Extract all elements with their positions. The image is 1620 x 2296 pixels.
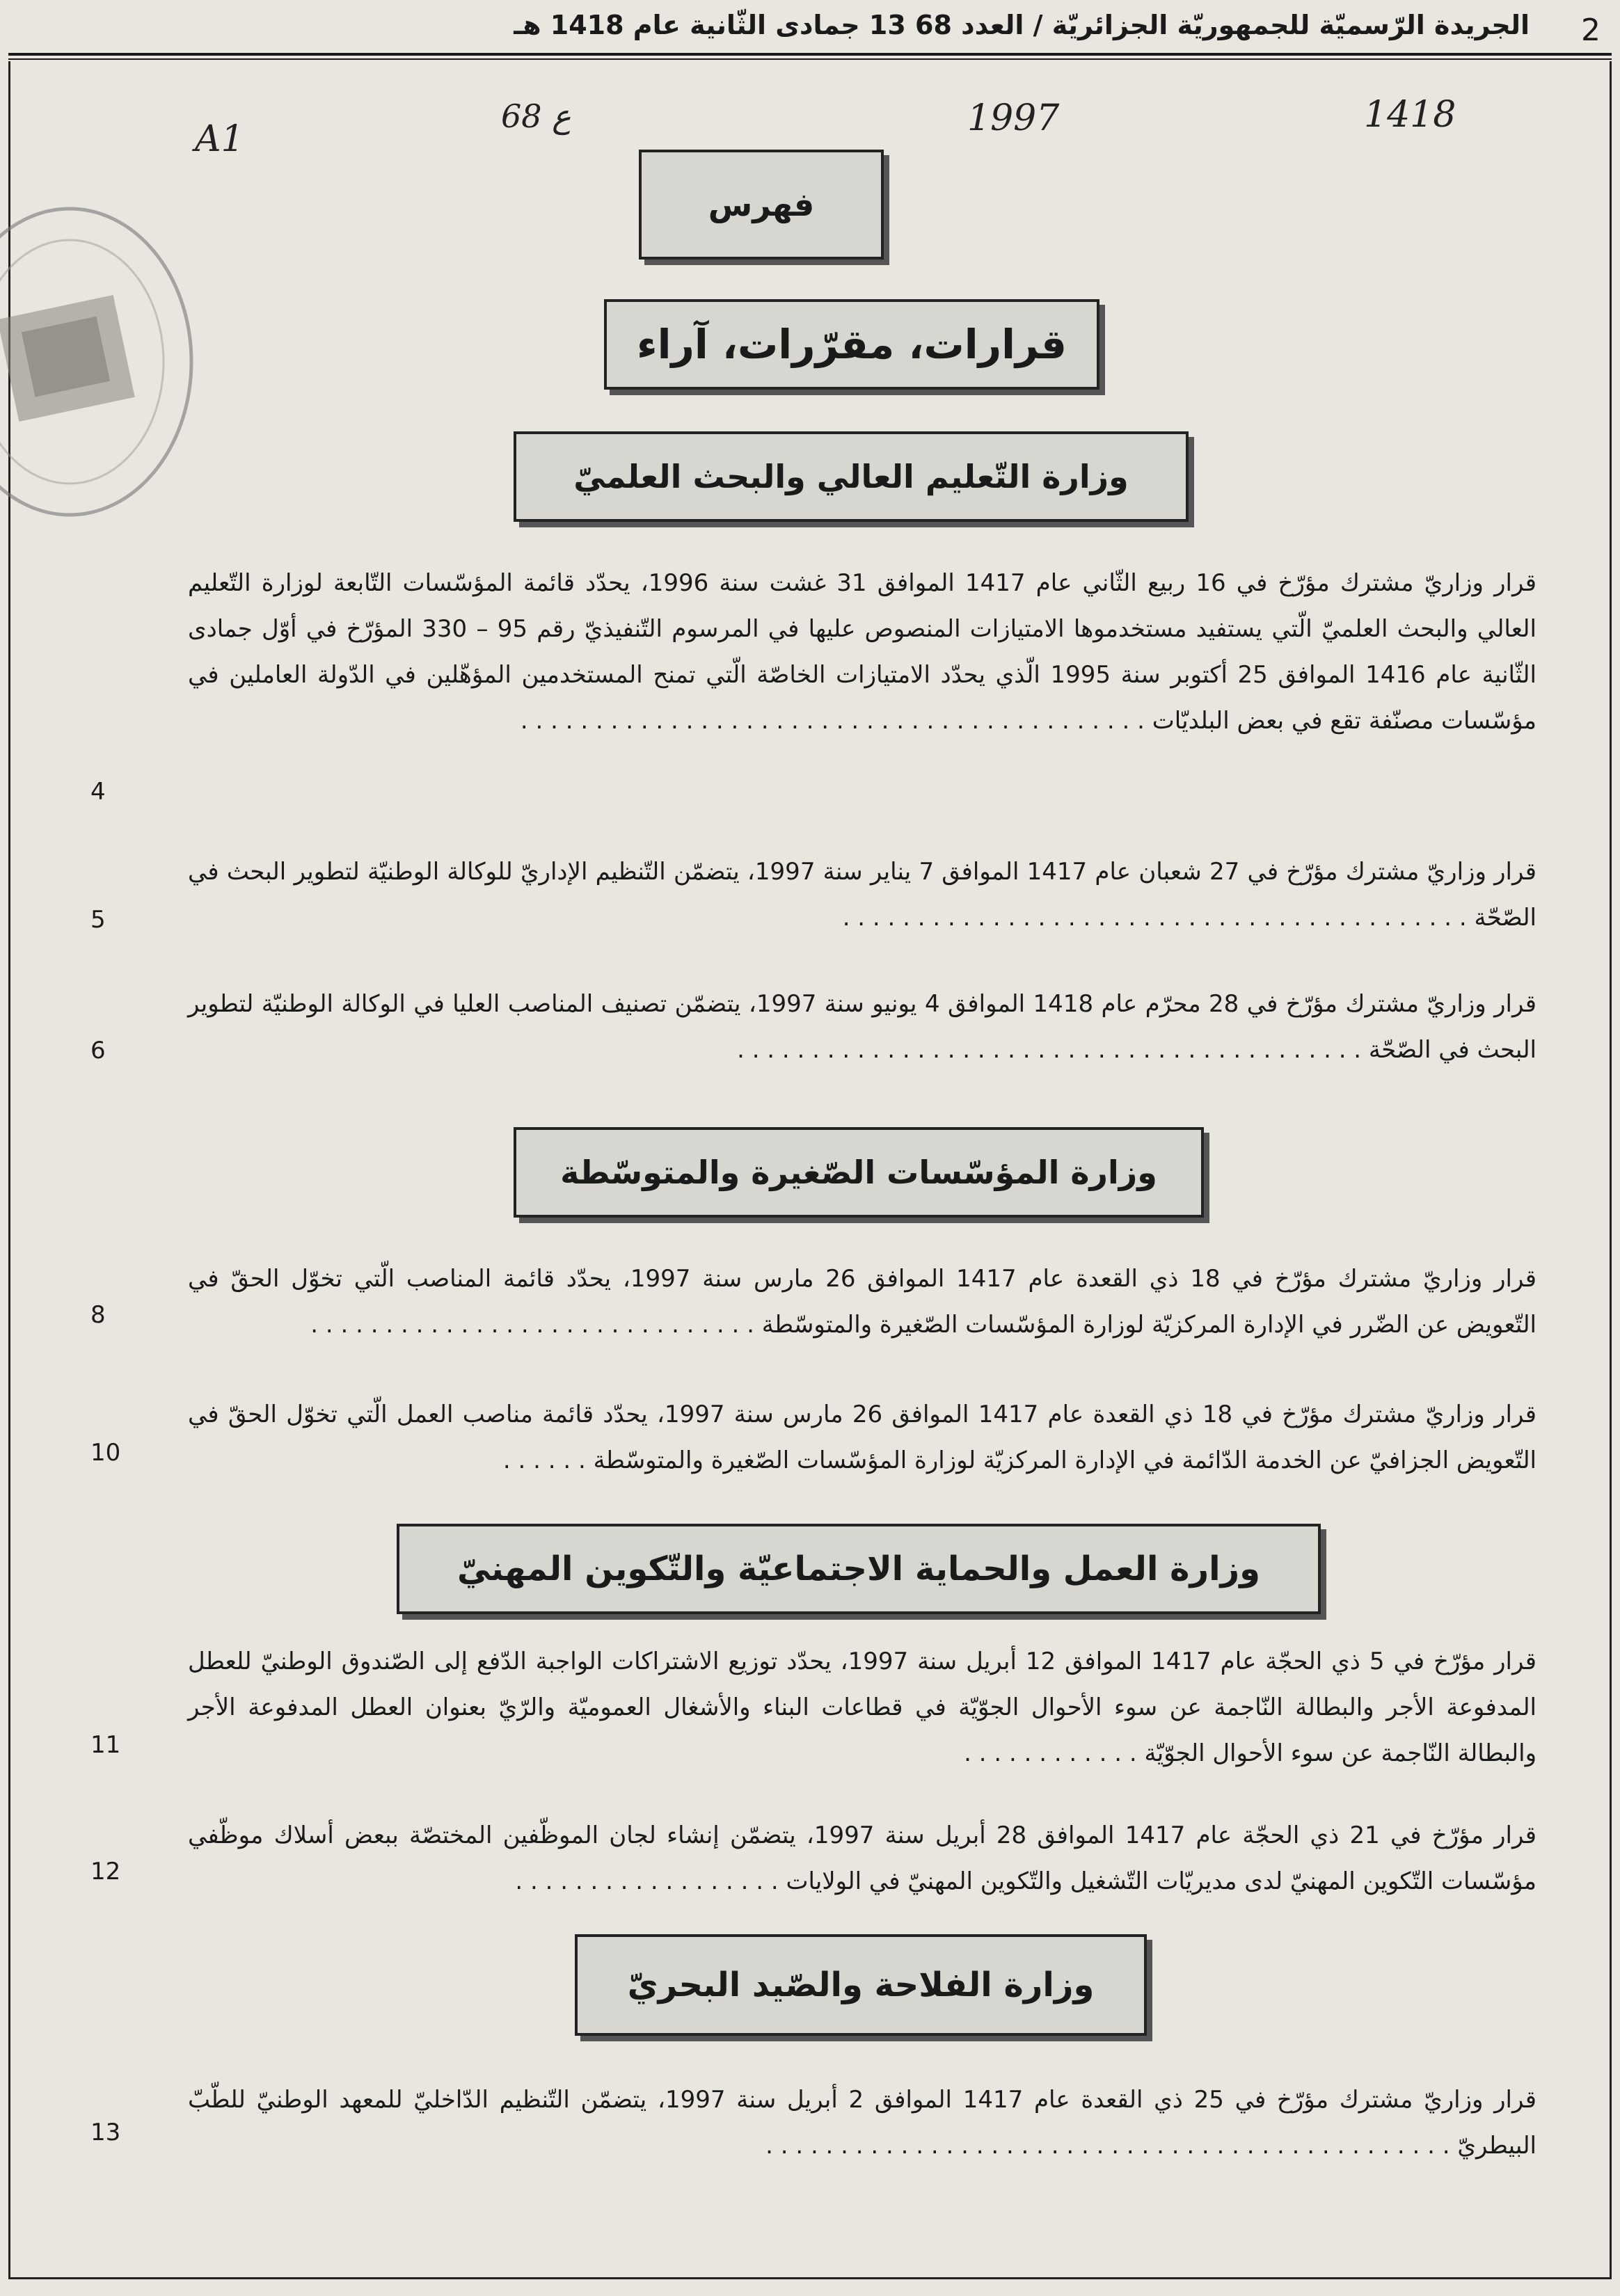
category-title-box — [604, 299, 1099, 390]
section-title: وزارة العمل والحماية الاجتماعيّة والتّكوين المهنيّ — [457, 1549, 1260, 1588]
index-entry: قرار وزاريّ مشترك مؤرّخ في 27 شعبان عام 1417 الموافق 7 يناير سنة 1997، يتضمّن التّنظيم الإداريّ للوكالة الوطنيّة لتطوير البحث في الصّحّة . . . . . . . . . . . . . . . . . . . . . . . . . . . . . . . . . . . . . . . . . . — [188, 858, 1536, 932]
index-entry: قرار مؤرّخ في 21 ذي الحجّة عام 1417 الموافق 28 أبريل سنة 1997، يتضمّن إنشاء لجان الموظّفين المختصّة ببعض أسلاك موظّفي مؤسّسات التّكوين المهنيّ لدى مديريّات التّشغيل والتّكوين المهنيّ في الولايات . . . . . . . . . . . . . . . . . . — [188, 1821, 1537, 1895]
entry-page-number: 4 — [90, 778, 106, 806]
index-entry: قرار وزاريّ مشترك مؤرّخ في 28 محرّم عام 1418 الموافق 4 يونيو سنة 1997، يتضمّن تصنيف المناصب العليا في الوكالة الوطنيّة لتطوير البحث في الصّحّة . . . . . . . . . . . . . . . . . . . . . . . . . . . . . . . . . . . . . . . . . . — [188, 990, 1536, 1064]
official-stamp-icon — [0, 202, 202, 550]
index-title: فهرس — [708, 186, 815, 223]
section-title-box — [575, 1934, 1147, 2036]
entry-text: قرار مؤرّخ في 21 ذي الحجّة عام 1417 الموافق 28 أبريل سنة 1997، يتضمّن إنشاء لجان الموظّفين المختصّة ببعض أسلاك موظّفي مؤسّسات التّكوين المهنيّ لدى مديريّات التّشغيل والتّكوين المهنيّ في الولايات — [188, 1821, 1537, 1895]
entry-text: قرار وزاريّ مشترك مؤرّخ في 25 ذي القعدة عام 1417 الموافق 2 أبريل سنة 1997، يتضمّن التّنظيم الدّاخليّ للمعهد الوطنيّ للطّبّ البيطريّ — [188, 2086, 1537, 2160]
entry-text: قرار مؤرّخ في 5 ذي الحجّة عام 1417 الموافق 12 أبريل سنة 1997، يحدّد توزيع الاشتراكات الواجبة الدّفع إلى الصّندوق الوطنيّ للعطل المدفوعة الأجر والبطالة النّاجمة عن سوء الأحوال الجوّيّة في قطاعات البناء والأشغال العموميّة والرّيّ بعنوان العطل المدفوعة الأجر والبطالة النّاجمة عن سوء الأحوال الجوّيّة — [188, 1648, 1537, 1767]
entry-text: قرار وزاريّ مشترك مؤرّخ في 18 ذي القعدة عام 1417 الموافق 26 مارس سنة 1997، يحدّد قائمة مناصب العمل الّتي تخوّل الحقّ في التّعويض الجزافيّ عن الخدمة الدّائمة في الإدارة المركزيّة لوزارة المؤسّسات الصّغيرة والمتوسّطة — [188, 1401, 1536, 1474]
handwritten-year: 1997 — [967, 97, 1060, 139]
entry-page-number: 8 — [90, 1301, 106, 1329]
section-title: وزارة التّعليم العالي والبحث العلميّ — [573, 458, 1129, 495]
entry-text: قرار وزاريّ مشترك مؤرّخ في 18 ذي القعدة عام 1417 الموافق 26 مارس سنة 1997، يحدّد قائمة المناصب الّتي تخوّل الحقّ في التّعويض عن الضّرر في الإدارة المركزيّة لوزارة المؤسّسات الصّغيرة والمتوسّطة — [188, 1265, 1536, 1339]
section-title-box — [397, 1524, 1321, 1614]
index-entry: قرار وزاريّ مشترك مؤرّخ في 18 ذي القعدة عام 1417 الموافق 26 مارس سنة 1997، يحدّد قائمة المناصب الّتي تخوّل الحقّ في التّعويض عن الضّرر في الإدارة المركزيّة لوزارة المؤسّسات الصّغيرة والمتوسّطة . . . . . . . . . . . . . . . . . . . . . . . . . . . . . . — [188, 1265, 1536, 1339]
handwritten-code: A1 — [195, 118, 244, 160]
entry-page-number: 5 — [90, 906, 106, 934]
index-entry: قرار مؤرّخ في 5 ذي الحجّة عام 1417 الموافق 12 أبريل سنة 1997، يحدّد توزيع الاشتراكات الواجبة الدّفع إلى الصّندوق الوطنيّ للعطل المدفوعة الأجر والبطالة النّاجمة عن سوء الأحوال الجوّيّة في قطاعات البناء والأشغال العموميّة والرّيّ بعنوان العطل المدفوعة الأجر والبطالة النّاجمة عن سوء الأحوال الجوّيّة . . . . . . . . . . . . — [188, 1648, 1537, 1767]
index-entry: قرار وزاريّ مشترك مؤرّخ في 25 ذي القعدة عام 1417 الموافق 2 أبريل سنة 1997، يتضمّن التّنظيم الدّاخليّ للمعهد الوطنيّ للطّبّ البيطريّ . . . . . . . . . . . . . . . . . . . . . . . . . . . . . . . . . . . . . . . . . . . . . . — [188, 2086, 1537, 2160]
entry-page-number: 12 — [90, 1858, 121, 1886]
handwritten-hijri-year: 1418 — [1364, 94, 1456, 136]
entry-page-number: 10 — [90, 1439, 121, 1467]
index-entry: قرار وزاريّ مشترك مؤرّخ في 18 ذي القعدة عام 1417 الموافق 26 مارس سنة 1997، يحدّد قائمة مناصب العمل الّتي تخوّل الحقّ في التّعويض الجزافيّ عن الخدمة الدّائمة في الإدارة المركزيّة لوزارة المؤسّسات الصّغيرة والمتوسّطة . . . . . . — [188, 1401, 1536, 1474]
header-rule-thin — [8, 58, 1612, 60]
index-title-box — [639, 150, 884, 260]
section-title: وزارة الفلاحة والصّيد البحريّ — [627, 1966, 1095, 2004]
section-title: وزارة المؤسّسات الصّغيرة والمتوسّطة — [560, 1154, 1157, 1191]
handwritten-issue: 68 ع — [501, 97, 571, 135]
index-entry: قرار وزاريّ مشترك مؤرّخ في 16 ربيع الثّاني عام 1417 الموافق 31 غشت سنة 1996، يحدّد قائمة المؤسّسات التّابعة لوزارة التّعليم العالي والبحث العلميّ الّتي يستفيد مستخدموها الامتيازات المنصوص عليها في المرسوم التّنفيذيّ رقم 95 – 330 المؤرّخ في أوّل جمادى الثّانية عام 1416 الموافق 25 أكتوبر سنة 1995 الّذي يحدّد الامتيازات الخاصّة الّتي تمنح المستخدمين المؤهّلين في الدّولة العاملين في مؤسّسات مصنّفة تقع في بعض البلديّات . . . . . . . . . . . . . . . . . . . . . . . . . . . . . . . . . . . . . . . . . . — [188, 569, 1536, 735]
entry-text: قرار وزاريّ مشترك مؤرّخ في 27 شعبان عام 1417 الموافق 7 يناير سنة 1997، يتضمّن التّنظيم الإداريّ للوكالة الوطنيّة لتطوير البحث في الصّحّة — [188, 858, 1536, 932]
section-title-box — [514, 1127, 1204, 1218]
section-title-box — [514, 431, 1189, 522]
entry-page-number: 11 — [90, 1731, 121, 1759]
entry-page-number: 6 — [90, 1037, 106, 1065]
category-title: قرارات، مقرّرات، آراء — [636, 321, 1067, 368]
entry-page-number: 13 — [90, 2119, 121, 2146]
entry-text: قرار وزاريّ مشترك مؤرّخ في 28 محرّم عام 1418 الموافق 4 يونيو سنة 1997، يتضمّن تصنيف المناصب العليا في الوكالة الوطنيّة لتطوير البحث في الصّحّة — [188, 990, 1536, 1064]
page-number: 2 — [1581, 13, 1601, 48]
gazette-header-title: الجريدة الرّسميّة للجمهوريّة الجزائريّة / العدد 68 13 جمادى الثّانية عام 1418 هـ — [514, 10, 1530, 40]
header-rule — [8, 53, 1612, 56]
entry-text: قرار وزاريّ مشترك مؤرّخ في 16 ربيع الثّاني عام 1417 الموافق 31 غشت سنة 1996، يحدّد قائمة المؤسّسات التّابعة لوزارة التّعليم العالي والبحث العلميّ الّتي يستفيد مستخدموها الامتيازات المنصوص عليها في المرسوم التّنفيذيّ رقم 95 – 330 المؤرّخ في أوّل جمادى الثّانية عام 1416 الموافق 25 أكتوبر سنة 1995 الّذي يحدّد الامتيازات الخاصّة الّتي تمنح المستخدمين المؤهّلين في الدّولة العاملين في مؤسّسات مصنّفة تقع في بعض البلديّات — [188, 569, 1536, 735]
